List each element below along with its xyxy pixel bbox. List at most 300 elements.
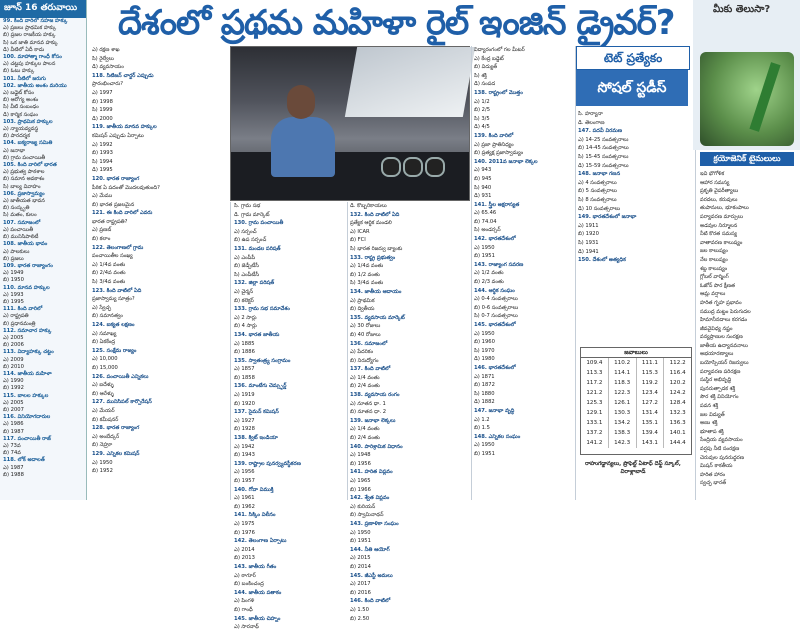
- column-line: తుపానులు, భూకంపాలు: [700, 205, 749, 212]
- column-line: ఎ) 30 రోజులు: [350, 323, 381, 330]
- column-line: సి) 3/4వ వంతు: [92, 279, 126, 286]
- strip-line: ఎ) 2005: [3, 399, 24, 406]
- column-line: ఎ) 943: [474, 167, 492, 174]
- column-line: సుస్థిర అభివృద్ధి: [700, 377, 732, 384]
- column-line: బి) 1993: [92, 150, 113, 157]
- column-line: ఎ) సారనాథ్: [234, 624, 259, 631]
- column-line: ఎ) రక్షణ శాఖ: [92, 47, 120, 53]
- column-line: బి) 2.50: [350, 615, 370, 622]
- answer-key-row: [581, 418, 691, 428]
- column-line: ఎ) ఠాగూర్: [234, 572, 256, 579]
- column-line: 137. సైమన్ కమిషన్: [234, 409, 279, 416]
- column-line: 126. పంచాయితీ ఎన్నికలు: [92, 373, 149, 380]
- column-line: ఎ) 1956: [234, 469, 255, 476]
- column-line: బి) స్వామినాథన్: [350, 512, 384, 519]
- column-line: ఎ) పింగళి: [234, 598, 255, 605]
- strip-line: 116. వినియోగదారుల: [3, 414, 51, 421]
- column-line: బి) 5 సంవత్సరాలు: [578, 188, 617, 195]
- strip-line: బి) 2007: [3, 406, 24, 413]
- column-line: 144. జాతీయ పతాకం: [234, 589, 282, 596]
- strip-line: బి) సంస్కృతి: [3, 205, 30, 212]
- column-line: డి) 1882: [474, 399, 495, 406]
- column-line: 132. జిల్లా పరిషత్: [234, 280, 275, 287]
- strip-line: 110. మానవ హక్కుల: [3, 284, 50, 291]
- column-line: ఎ) 2014: [234, 546, 255, 553]
- column-line: ఎ) సమాఖ్య: [92, 330, 117, 337]
- column-line: బి) 2/4 వంతు: [350, 435, 380, 442]
- column-line: 147. జనాభా వృద్ధి: [474, 407, 515, 414]
- column-line: ఎ) 1911: [578, 222, 599, 229]
- answer-key-cell: 121.2: [581, 388, 609, 398]
- column-line: 133. గ్రామ సభ సమావేశం: [234, 306, 290, 313]
- column-line: ఆహార సమస్య: [700, 179, 730, 186]
- column-line: ఎ) ఎంపీపీ: [234, 254, 256, 261]
- column-line: ఎ) 1/4 వంతు: [350, 374, 380, 381]
- answer-key-cell: 136.3: [669, 420, 686, 426]
- column-line: బి) 1976: [234, 529, 255, 536]
- column-line: సి) ఎంపీటీసీ: [234, 271, 259, 278]
- column-line: ఎ) చైర్మన్: [234, 288, 254, 295]
- column-line: 121. ఈ కింది వారిలో ఎవరు: [92, 210, 153, 217]
- answer-key-cell: 112.2: [669, 360, 686, 366]
- strip-line: 101. నీటిలో జరుగు: [3, 75, 46, 82]
- answer-key-cell: 113.3: [581, 368, 609, 378]
- column-line: సౌర శక్తి వినియోగం: [700, 394, 739, 401]
- column-line: 143. ప్రణాళికా సంఘం: [350, 520, 399, 527]
- strip-header: జూన్ 16 తరువాయి: [0, 0, 86, 18]
- column-line: 148. జనాభా గణన: [578, 171, 621, 178]
- strip-line: ఎ) ప్రభుత్వ పాఠశాల: [3, 169, 45, 176]
- column-line: బి) ఉప సర్పంచ్: [234, 237, 267, 244]
- social-studies-box: సోషల్ స్టడీస్: [576, 70, 688, 106]
- column-line: ఎ) ప్రజా ప్రాతినిధ్యం: [474, 141, 514, 148]
- answer-key-cell: 117.2: [581, 378, 609, 388]
- column-line: బి) 1928: [234, 426, 255, 433]
- strip-line: 107. సమాజంలో: [3, 219, 41, 226]
- column-line: ఎ) 2017: [350, 581, 371, 588]
- answer-key-cell: 135.1: [637, 418, 665, 428]
- column-line: బి) కలాం: [92, 236, 111, 243]
- column-line: డి) వ్యవసాయం: [92, 64, 124, 71]
- column-line: జాతీయ ఉద్యానవనాలు: [700, 342, 748, 349]
- column-line: ప్రకృతి వైపరీత్యాలు: [700, 188, 739, 195]
- column-line: బి) నూతన ధా. 2: [350, 409, 387, 416]
- column-line: బి) బంకించంద్ర: [234, 581, 264, 588]
- column-line: బి) నిరుద్యోగం: [350, 357, 379, 364]
- question-column-5: [578, 110, 690, 346]
- column-line: ఆమ్ల వర్షాలు: [700, 291, 726, 298]
- question-column-1: [92, 46, 228, 500]
- column-line: సి) 1931: [578, 239, 599, 246]
- column-line: ప్రజాస్వామ్య సూత్రం?: [92, 296, 135, 303]
- column-line: ఎ) 1950: [474, 244, 495, 251]
- column-line: బి) 2013: [234, 555, 255, 562]
- strip-line: ఎ) 2009: [3, 356, 24, 363]
- column-line: 144. ఆర్థిక సంఘం: [474, 287, 515, 294]
- column-line: బి) 15,000: [92, 364, 118, 371]
- answer-key-cell: 134.2: [609, 418, 637, 428]
- column-line: ఎ) 1942: [234, 443, 255, 450]
- column-line: బి) 2/3 వంతు: [474, 279, 504, 286]
- column-line: కమిషన్ ఎప్పుడు ఏర్పాటు: [92, 132, 144, 139]
- column-line: ఎ) మేము: [92, 193, 113, 200]
- column-line: ఎ) 1927: [234, 417, 255, 424]
- answer-key-cell: 133.1: [581, 418, 609, 428]
- column-line: 118. సిటిజన్ చార్టర్ ఎప్పుడు: [92, 72, 154, 79]
- column-line: బి) 945: [474, 175, 492, 182]
- answer-key-row: [581, 378, 691, 388]
- column-line: హరిత హారం: [700, 471, 726, 478]
- column-line: భారత రాష్ట్రపతి?: [92, 218, 128, 225]
- strip-line: 109. భారత రాజ్యాంగం: [3, 262, 53, 269]
- strip-line: బి) సమాన అవకాశం: [3, 176, 45, 183]
- strip-line: బి) 74వ: [3, 450, 21, 457]
- answer-key-row: [581, 388, 691, 398]
- column-line: 122. తెలంగాణలో గ్రామ: [92, 244, 144, 251]
- column-line: ఎ) 1992: [92, 141, 113, 148]
- column-line: 142. తెలంగాణ ఏర్పాటు: [234, 538, 287, 545]
- column-line: డి) 2000: [92, 115, 113, 122]
- column-line: బి) 74.04: [474, 218, 497, 225]
- column-line: బి) 1951: [474, 253, 495, 260]
- strip-line: సి) వీటి సంబంధం: [3, 104, 39, 111]
- column-line: ఎ) 1.50: [350, 606, 369, 613]
- answer-key-cell: 140.1: [669, 430, 686, 436]
- strip-line: సి) బాల్య వివాహం: [3, 183, 41, 190]
- column-line: 134. జాతీయ ఆదాయం: [350, 288, 402, 295]
- column-line: బి) 1957: [234, 478, 255, 484]
- column-line: బి) 1920: [234, 400, 255, 407]
- strip-line: ఎ) చట్టపు హక్కుల పాలన: [3, 61, 56, 68]
- column-line: ఎ) 4 సంవత్సరాలు: [578, 179, 617, 186]
- column-line: సి) 3/4వ వంతు: [350, 280, 384, 287]
- column-line: సి) 1999: [92, 107, 113, 114]
- strip-line: బి) ఓటు హక్కు: [3, 68, 35, 75]
- strip-line: ఎ) బడ్జెట్ కోసం: [3, 90, 35, 97]
- column-line: బి) 1998: [92, 98, 113, 105]
- column-line: 149. భారతదేశంలో జనాభా: [578, 214, 637, 221]
- cryogenic-title: క్రయోజెనిక్ టైమలులు: [700, 152, 794, 166]
- strip-line: ఎ) పాలకులు: [3, 248, 30, 255]
- column-line: డి) 1941: [578, 248, 599, 255]
- column-line: బి) 1951: [474, 450, 495, 457]
- column-line: బి) ద్వితీయ: [350, 306, 375, 313]
- column-line: 136. సమాజంలో: [350, 340, 388, 347]
- strip-line: 104. ఐక్యరాజ్య సమితి: [3, 140, 53, 147]
- did-you-know-title: మీకు తెలుసా?: [713, 4, 771, 15]
- column-line: 146. భారతదేశంలో: [474, 364, 516, 371]
- column-line: బి) గాంధీ: [234, 606, 253, 613]
- answer-key-cell: 144.4: [669, 440, 686, 446]
- column-line: 146. కింది వాటిలో: [350, 598, 391, 605]
- column-line: 138. రాష్ట్రంలో మొత్తం: [474, 89, 523, 96]
- column-line: బి) సమానత్వం: [92, 313, 123, 320]
- column-line: బి) 2016: [350, 589, 371, 596]
- column-line: బి) 14-45 సంవత్సరాలు: [578, 145, 629, 152]
- column-line: 135. స్వాతంత్ర్య సంగ్రామం: [234, 357, 291, 364]
- column-line: ఎ) 1961: [234, 495, 255, 502]
- strip-line: ఎ) న్యాయవ్యవస్థ: [3, 126, 39, 133]
- column-line: 139. జనాభా లెక్కలు: [350, 417, 396, 424]
- column-line: ఎ) 1950: [474, 330, 495, 337]
- column-line: 141. సిక్కిం విలీనం: [234, 512, 276, 519]
- strip-line: ఎ) రాష్ట్రపతి: [3, 313, 29, 320]
- column-line: 139. కింది వారిలో: [474, 132, 514, 139]
- column-line: 150. దేశంలో అత్యధిక: [578, 257, 626, 264]
- driver-head: [287, 85, 315, 119]
- column-line: ఎ) 1857: [234, 366, 255, 373]
- column-line: సి. గ్రామ సభ: [234, 203, 261, 209]
- column-line: సి) 940: [474, 184, 492, 191]
- column-line: 140. గోవా విముక్తి: [234, 486, 274, 493]
- column-line: 119. జాతీయ మానవ హక్కుల: [92, 124, 157, 131]
- answer-key-cell: 114.1: [609, 368, 637, 378]
- strip-line: సి) ఒక జాతి మానవ హక్కు: [3, 39, 58, 46]
- cab-window: [345, 47, 475, 117]
- column-line: ఎ) అంబేద్కర్: [92, 433, 120, 440]
- column-line: ఎ) ప్రాథమిక: [350, 297, 375, 304]
- answer-key-cell: 129.1: [581, 408, 609, 418]
- column-line: బి) విద్యుత్: [474, 64, 498, 71]
- strip-line: 99. కింది వారిలో సహజ హక్కు: [3, 18, 68, 24]
- column-line: పర్యావరణ మార్పులు: [700, 213, 743, 220]
- column-line: డి. గ్రామ మార్కెట్: [234, 211, 270, 218]
- column-line: బి) ఆరేళ్ళు: [92, 390, 114, 397]
- answer-key-table: [580, 347, 692, 455]
- answer-key-cell: 139.4: [637, 428, 665, 438]
- column-line: 123. కింది వాటిలో ఏది: [92, 287, 142, 294]
- column-line: బి) FCI: [350, 237, 366, 244]
- column-line: బి) 1920: [578, 231, 599, 238]
- answer-key-cell: 126.1: [609, 398, 637, 408]
- strip-line: బి) గ్రామ పంచాయితీ: [3, 154, 46, 161]
- strip-line: 102. జాతీయ అంశం మరియు: [3, 82, 67, 89]
- answer-key-cell: 137.2: [581, 428, 609, 438]
- question-column-4: [474, 46, 572, 500]
- answer-key-cell: 143.1: [637, 438, 665, 448]
- strip-line: ఎ) 2005: [3, 334, 24, 341]
- column-line: చెరువుల పునరుద్ధరణ: [700, 454, 745, 461]
- column-line: ఎ) మేయర్: [92, 407, 115, 414]
- column-line: ఎ) 1997: [92, 89, 113, 96]
- strip-line: డి) కార్మిక సంఘం: [3, 111, 38, 118]
- strip-line: ఎ) 1990: [3, 378, 24, 385]
- strip-line: ఎ) 1993: [3, 291, 24, 298]
- gauge-icon: [403, 157, 423, 177]
- column-line: 127. మునిసిపల్ కార్పొరేషన్: [92, 399, 152, 406]
- column-line: బి) భారత ప్రజలమైన: [92, 201, 135, 208]
- answer-key-cell: 110.2: [609, 358, 637, 368]
- column-line: ఎ) కురియన్: [350, 503, 376, 510]
- column-line: సి) 1970: [474, 347, 495, 354]
- strip-line: బి) పారదర్శక: [3, 133, 30, 140]
- strip-line: 118. లోక్ అదాలత్: [3, 457, 45, 464]
- left-question-strip: [0, 0, 87, 500]
- column-line: డి) సంపద: [474, 81, 496, 88]
- column-line: 132. కింది వాటిలో ఏది: [350, 211, 400, 218]
- column-line: బి) ప్రత్యక్ష ప్రజాస్వామ్యం: [474, 150, 524, 157]
- strip-line: డి) వీటిలో ఏదీ కాదు: [3, 46, 45, 53]
- column-line: బి) 1872: [474, 382, 495, 389]
- strip-line: బి) మునిసిపాలిటీ: [3, 234, 39, 241]
- column-line: ఎ) 1/2 వంతు: [474, 270, 504, 277]
- question-column-2: [234, 202, 346, 631]
- strip-line: బి) 2010: [3, 363, 24, 370]
- column-line: 133. రాష్ట్ర ప్రభుత్వం: [350, 254, 396, 261]
- column-line: ఎ) 1975: [234, 520, 255, 527]
- column-line: 141. హరిత విప్లవం: [350, 469, 393, 476]
- answer-key-cell: 131.4: [637, 408, 665, 418]
- answer-key-cell: 118.3: [609, 378, 637, 388]
- column-line: ఎ) 1950: [474, 442, 495, 449]
- answer-key-row: [581, 438, 691, 448]
- column-line: ఓజోన్ పొర క్షీణత: [700, 282, 736, 289]
- column-line: సి. హర్యానా: [578, 111, 603, 117]
- column-line: బి) 2/4వ వంతు: [92, 270, 126, 277]
- train-driver-photo: [230, 46, 470, 201]
- answer-key-cell: 132.3: [669, 410, 686, 416]
- answer-key-cell: 141.2: [581, 438, 609, 448]
- column-line: 124. ఐక్యత లక్షణం: [92, 322, 135, 328]
- column-line: పునరుత్పాదక శక్తి: [700, 385, 736, 392]
- column-line: 145. జీఎస్టీ అమలు: [350, 572, 393, 579]
- answer-key-cell: 142.3: [609, 438, 637, 448]
- strip-line: ఎ) 73వ: [3, 442, 21, 449]
- column-line: సి) 1880: [474, 390, 495, 397]
- column-line: డి) 931: [474, 193, 492, 200]
- strip-line: 117. పంచాయితీ రాజ్: [3, 435, 51, 442]
- column-line: డి) 10 సంవత్సరాలు: [578, 205, 621, 212]
- column-line: 138. క్విట్ ఇండియా: [234, 435, 278, 442]
- strip-line: 106. ప్రజాస్వామ్యం: [3, 190, 45, 197]
- column-line: 142. భారతదేశంలో: [474, 236, 516, 243]
- column-line: డి) 4/5: [474, 124, 490, 131]
- column-line: 135. వ్యవసాయ మార్కెట్: [350, 314, 405, 321]
- column-line: ఎ) 2015: [350, 555, 371, 562]
- column-line: బి) ఏకకేంద్ర: [92, 339, 116, 346]
- column-line: సముద్ర మట్టం పెరుగుదల: [700, 308, 751, 315]
- column-line: సి) అండర్సన్: [474, 227, 501, 234]
- strip-line: 111. కింది వారిలో: [3, 306, 43, 313]
- column-line: ఎ) 1871: [474, 373, 495, 380]
- column-line: ఎ) 14-25 సంవత్సరాలు: [578, 136, 629, 143]
- strip-line: బి) ఆరోగ్య అంశం: [3, 97, 39, 104]
- column-line: బి) 2/4 వంతు: [350, 383, 380, 390]
- column-line: సి) 15-45 సంవత్సరాలు: [578, 153, 629, 160]
- column-line: పీఠిక ఏ పదంతో మొదలవుతుంది?: [92, 184, 160, 191]
- column-line: ఎ) ప్రణబ్: [92, 227, 112, 234]
- column-line: 120. భారత రాజ్యాంగ: [92, 175, 140, 182]
- author-credit: రాహుగడ్డాన్యలు, ప్రొఫెల్ట్ ఏటాధ్ దెఫ్ట్ స్కూల్, విరాళ్లాబాడ్: [585, 461, 681, 475]
- strip-line: బి) 1988: [3, 471, 24, 478]
- answer-key-row: [581, 398, 691, 408]
- column-line: ఎ) నూతన ధా. 1: [350, 400, 386, 407]
- column-line: ఎ) కేంద్ర బడ్జెట్: [474, 55, 504, 62]
- column-line: బి) 1943: [234, 452, 255, 459]
- column-line: 138. వ్యవసాయ రంగం: [350, 392, 400, 399]
- column-line: ఎ) 1919: [234, 392, 255, 399]
- column-line: 143. రాజ్యాంగ సవరణ: [474, 261, 524, 268]
- column-line: సేంద్రియ వ్యవసాయం: [700, 437, 743, 444]
- column-line: నీటి కొరత సమస్య: [700, 231, 737, 238]
- column-line: డి. కొబ్బరికాయలు: [350, 203, 387, 209]
- strip-line: 114. జాతీయ మహిళా: [3, 370, 52, 377]
- column-line: 141. స్త్రీల అక్షరాస్యత: [474, 201, 520, 208]
- column-line: 147. పదవీ విరమణ: [578, 128, 622, 135]
- strip-line: ఎ) ప్రజలు ప్రాథమిక హక్కు: [3, 25, 57, 32]
- strip-line: బి) 1950: [3, 277, 24, 284]
- column-line: ఎ) 1950: [350, 529, 371, 536]
- strip-line: ఎ) 1949: [3, 270, 24, 277]
- strip-line: 112. సమాచార హక్కు: [3, 327, 52, 334]
- column-line: గ్లోబల్ వార్మింగ్: [700, 274, 729, 281]
- column-line: సి) రైల్వేలు: [92, 55, 114, 62]
- column-line: బి) 1952: [92, 468, 113, 475]
- column-line: 142. శ్వేత విప్లవం: [350, 495, 390, 502]
- strip-line: బి) 2006: [3, 342, 24, 349]
- column-line: పవన శక్తి: [700, 403, 719, 410]
- column-line: వర్షపు నీటి సంరక్షణ: [700, 446, 740, 452]
- column-line: స్వచ్ఛ భారత్: [700, 480, 727, 487]
- gauge-icon: [425, 157, 445, 177]
- answer-key-cell: 115.3: [637, 368, 665, 378]
- answer-key-row: [581, 428, 691, 438]
- column-line: 140. పారిశ్రామిక విధానం: [350, 443, 403, 450]
- strip-line: బి) ప్రధానమంత్రి: [3, 320, 36, 327]
- strip-line: బి) 1987: [3, 428, 24, 435]
- column-line: వరదలు, కరువులు: [700, 196, 738, 203]
- column-line: ఎ) 1950: [92, 459, 113, 466]
- column-line: సి) శక్తి: [474, 72, 487, 79]
- question-column-3: [350, 202, 468, 622]
- strip-line: 103. ప్రాథమిక హక్కుల: [3, 118, 53, 125]
- column-line: 143. జాతీయ గీతం: [234, 563, 277, 570]
- column-line: 145. జాతీయ చిహ్నం: [234, 615, 281, 622]
- answer-key-title: జవాబులు: [581, 348, 691, 358]
- column-line: అడవుల నిర్మూలన: [700, 222, 738, 229]
- column-line: సి) 8 సంవత్సరాలు: [578, 196, 617, 203]
- column-line: 144. నీతి ఆయోగ్: [350, 546, 390, 553]
- answer-key-cell: 120.2: [669, 380, 686, 386]
- strip-line: 113. విద్యాహక్కు చట్టం: [3, 349, 54, 356]
- column-line: 128. భారత రాజ్యాంగ: [92, 425, 140, 432]
- answer-key-cell: 123.4: [637, 388, 665, 398]
- column-line: ఇవి భౌగోళిక: [700, 171, 725, 177]
- strip-line: ఎ) 1987: [3, 464, 24, 471]
- answer-key-cell: 119.2: [637, 378, 665, 388]
- column-line: బి) 1951: [350, 538, 371, 545]
- strip-line: 105. కింది వారిలో భారత: [3, 162, 57, 169]
- column-line: 148. ఎన్నికల సంఘం: [474, 433, 521, 440]
- driver-figure: [271, 117, 335, 177]
- column-line: జల కాలుష్యం: [700, 248, 728, 255]
- column-line: సి) 1994: [92, 158, 113, 165]
- column-line: మిషన్ కాకతీయ: [700, 463, 733, 470]
- column-line: బి) కలెక్టర్: [234, 297, 254, 304]
- column-line: బి) 4 సార్లు: [234, 323, 257, 330]
- answer-key-cell: 122.3: [609, 388, 637, 398]
- column-line: ఎ) 1885: [234, 340, 255, 347]
- column-line: బి) జెడ్పీటీసీ: [234, 263, 259, 270]
- strip-line: సి) మతం, కులం: [3, 212, 37, 219]
- column-line: బి) 0-6 సంవత్సరాలు: [474, 304, 519, 311]
- headline: దేశంలో ప్రథమ మహిళా రైల్ ఇంజిన్ డ్రైవర్?: [118, 3, 675, 43]
- answer-key-cell: 116.4: [669, 370, 686, 376]
- strip-line: 108. జాతీయ భావం: [3, 241, 48, 248]
- column-line: ఎ) 1/2: [474, 98, 490, 105]
- column-line: సి) 3/5: [474, 115, 490, 122]
- strip-line: 100. మాహాత్మా గాంధీ కోసం: [3, 54, 62, 61]
